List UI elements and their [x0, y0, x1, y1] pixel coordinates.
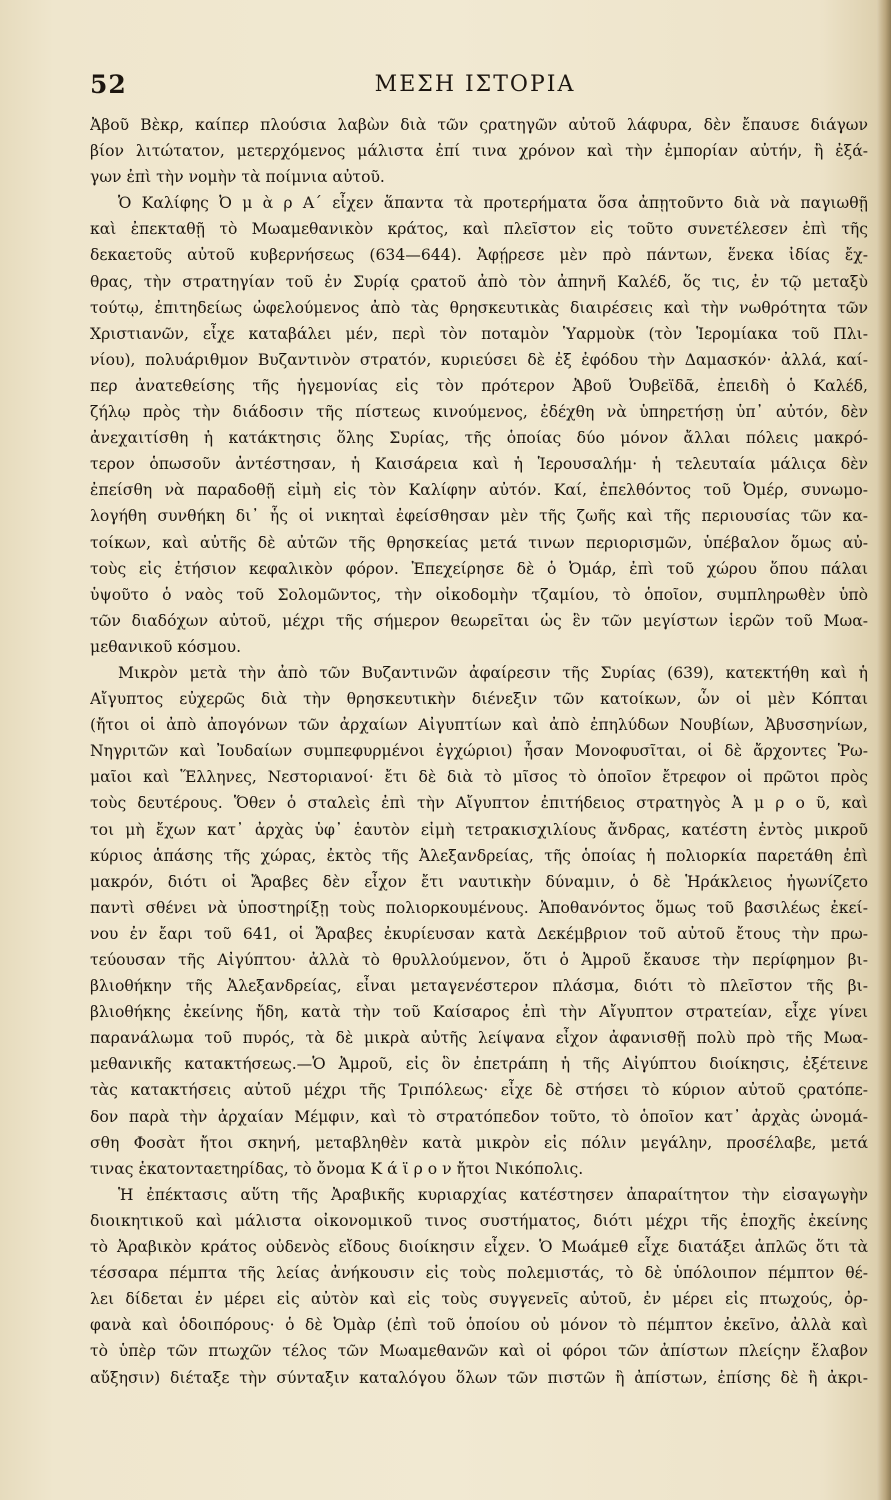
text-line: διοικητικοῦ καὶ μάλιστα οἰκονομικοῦ τινος συστήματος, διότι μέχρι τῆς ἐποχῆς ἐκείνης [90, 1211, 868, 1230]
text-line: ἐπείσθη νὰ παραδοθῇ εἰμὴ εἰς τὸν Καλίφην αὐτόν. Καί, ἐπελθόντος τοῦ Ὀμέρ, συνωμο- [90, 481, 868, 500]
body-text [90, 112, 868, 1391]
text-line: Χριστιανῶν, εἶχε καταβάλει μέν, περὶ τὸν ποταμὸν Ὑαρμοὺκ (τὸν Ἱερομίακα τοῦ Πλι- [90, 324, 868, 343]
text-line: Μικρὸν μετὰ τὴν ἀπὸ τῶν Βυζαντινῶν ἀφαίρεσιν τῆς Συρίας (639), κατεκτήθη καὶ ἡ [118, 663, 868, 682]
text-line: ἀνεχαιτίσθη ἡ κατάκτησις ὅλης Συρίας, τῆς ὁποίας δύο μόνον ἄλλαι πόλεις μακρό- [90, 429, 868, 448]
text-line: λογήθη συνθήκη δι᾿ ἧς οἱ νικηταὶ ἐφείσθησαν μὲν τῆς ζωῆς καὶ τῆς περιουσίας τῶν κα- [90, 507, 868, 526]
text-line: τοι μὴ ἔχων κατ᾿ ἀρχὰς ὑφ᾿ ἑαυτὸν εἰμὴ τετρακισχιλίους ἄνδρας, κατέστη ἐντὸς μικροῦ [90, 820, 868, 839]
text-line: τὸ ὑπὲρ τῶν πτωχῶν τέλος τῶν Μωαμεθανῶν καὶ οἱ φόροι τῶν ἀπίστων πλείςην ἔλαβον [90, 1342, 868, 1361]
text-line: τέσσαρα πέμπτα τῆς λείας ἀνήκουσιν εἰς τοὺς πολεμιστάς, τὸ δὲ ὑπόλοιπον πέμπτον θέ- [90, 1264, 868, 1283]
text-line: μακρόν, διότι οἱ Ἄραβες δὲν εἶχον ἔτι ναυτικὴν δύναμιν, ὁ δὲ Ἡράκλειος ἠγωνίζετο [90, 872, 868, 891]
text-line: Ἀβοῦ Βὲκρ, καίπερ πλούσια λαβὼν διὰ τῶν ςρατηγῶν αὐτοῦ λάφυρα, δὲν ἔπαυσε διάγων [90, 116, 868, 134]
text-line: Νηγριτῶν καὶ Ἰουδαίων συμπεφυρμένοι ἐγχώριοι) ἦσαν Μονοφυσῖται, οἱ δὲ ἄρχοντες Ῥω- [90, 742, 868, 761]
text-line: καὶ ἐπεκταθῇ τὸ Μωαμεθανικὸν κράτος, καὶ πλεῖστον εἰς τοῦτο συνετέλεσεν ἐπὶ τῆς [90, 220, 868, 239]
text-line: Αἴγυπτος εὐχερῶς διὰ τὴν θρησκευτικὴν διένεξιν τῶν κατοίκων, ὧν οἱ μὲν Κόπται [90, 690, 868, 709]
text-line: Ὁ Καλίφης Ὀ μ ὰ ρ Α΄ εἶχεν ἅπαντα τὰ προτερήματα ὅσα ἀπῃτοῦντο διὰ νὰ παγιωθῇ [118, 194, 868, 213]
text-line: αὔξησιν) διέταξε τὴν σύνταξιν καταλόγου ὅλων τῶν πιστῶν ἢ ἀπίστων, ἐπίσης δὲ ἢ ἀκρι- [90, 1368, 868, 1387]
text-line: δεκαετοῦς αὐτοῦ κυβερνήσεως (634—644). Ἀφῄρεσε μὲν πρὸ πάντων, ἕνεκα ἰδίας ἔχ- [90, 246, 868, 265]
text-line: παρανάλωμα τοῦ πυρός, τὰ δὲ μικρὰ αὐτῆς λείψανα εἶχον ἀφανισθῇ πολὺ πρὸ τῆς Μωα- [90, 1029, 868, 1048]
text-line: βλιοθήκης ἐκείνης ἤδη, κατὰ τὴν τοῦ Καίσαρος ἐπὶ τὴν Αἴγυπτον στρατείαν, εἶχε γίνει [90, 1003, 868, 1022]
text-line: βλιοθήκην τῆς Ἀλεξανδρείας, εἶναι μεταγενέστερον πλάσμα, διότι τὸ πλεῖστον τῆς βι- [90, 977, 868, 996]
text-line: τοίκων, καὶ αὐτῆς δὲ αὐτῶν τῆς θρησκείας μετά τινων περιορισμῶν, ὑπέβαλον ὅμως αὐ- [90, 533, 868, 552]
text-line: νου ἐν ἔαρι τοῦ 641, οἱ Ἄραβες ἐκυρίευσαν κατὰ Δεκέμβριον τοῦ αὐτοῦ ἔτους τὴν πρω- [90, 924, 868, 943]
text-line: (ἤτοι οἱ ἀπὸ ἀπογόνων τῶν ἀρχαίων Αἰγυπτίων καὶ ἀπὸ ἐπηλύδων Νουβίων, Ἀβυσσηνίων, [90, 716, 868, 735]
page-header [90, 70, 860, 106]
text-line: τούτῳ, ἐπιτηδείως ὠφελούμενος ἀπὸ τὰς θρησκευτικὰς διαιρέσεις καὶ τὴν νωθρότητα τῶν [90, 298, 868, 317]
text-line: τεύουσαν τῆς Αἰγύπτου· ἀλλὰ τὸ θρυλλούμενον, ὅτι ὁ Ἀμροῦ ἔκαυσε τὴν περίφημον βι- [90, 951, 868, 969]
text-line: φανὰ καὶ ὁδοιπόρους· ὁ δὲ Ὀμὰρ (ἐπὶ τοῦ ὁποίου οὐ μόνον τὸ πέμπτον ἐκεῖνο, ἀλλὰ καὶ [90, 1316, 868, 1335]
text-line: παντὶ σθένει νὰ ὑποστηρίξῃ τοὺς πολιορκουμένους. Ἀποθανόντος ὅμως τοῦ βασιλέως ἐκεί- [90, 898, 868, 917]
text-line: δον παρὰ τὴν ἀρχαίαν Μέμφιν, καὶ τὸ στρατόπεδον τοῦτο, τὸ ὁποῖον κατ᾿ ἀρχὰς ὠνομά- [90, 1107, 868, 1126]
text-line: τοὺς εἰς ἐτήσιον κεφαλικὸν φόρον. Ἐπεχείρησε δὲ ὁ Ὀμάρ, ἐπὶ τοῦ χώρου ὅπου πάλαι [90, 559, 868, 578]
text-line: τῶν διαδόχων αὐτοῦ, μέχρι τῆς σήμερον θεωρεῖται ὡς ἓν τῶν μεγίστων ἱερῶν τοῦ Μωα- [90, 611, 868, 630]
text-line: μαῖοι καὶ Ἕλληνες, Νεστοριανοί· ἔτι δὲ διὰ τὸ μῖσος τὸ ὁποῖον ἔτρεφον οἱ πρῶτοι πρὸς [90, 768, 868, 787]
text-line: τὰς κατακτήσεις αὐτοῦ μέχρι τῆς Τριπόλεως· εἶχε δὲ στήσει τὸ κύριον αὐτοῦ ςρατόπε- [90, 1081, 868, 1100]
text-line: μεθανικοῦ κόσμου. [90, 637, 242, 656]
text-line: κύριος ἁπάσης τῆς χώρας, ἐκτὸς τῆς Ἀλεξανδρείας, τῆς ὁποίας ἡ πολιορκία παρετάθη ἐπὶ [90, 846, 868, 865]
text-line: γων ἐπὶ τὴν νομὴν τὰ ποίμνια αὐτοῦ. [90, 168, 385, 187]
text-line: λει δίδεται ἐν μέρει εἰς αὐτὸν καὶ εἰς τοὺς συγγενεῖς αὐτοῦ, ἐν μέρει εἰς πτωχούς, ὀρ- [90, 1290, 868, 1309]
text-line: ζήλῳ πρὸς τὴν διάδοσιν τῆς πίστεως κινούμενος, ἐδέχθη νὰ ὑπηρετήσῃ ὑπ᾿ αὐτόν, δὲν [90, 403, 868, 422]
text-line: τὸ Ἀραβικὸν κράτος οὐδενὸς εἴδους διοίκησιν εἶχεν. Ὁ Μωάμεθ εἶχε διατάξει ἁπλῶς ὅτι τὰ [90, 1238, 868, 1257]
text-line: τοὺς δευτέρους. Ὅθεν ὁ σταλεὶς ἐπὶ τὴν Αἴγυπτον ἐπιτήδειος στρατηγὸς Ἀ μ ρ ο ῦ, καὶ [90, 794, 868, 813]
text-line: βίον λιτώτατον, μετερχόμενος μάλιστα ἐπί τινα χρόνον καὶ τὴν ἐμπορίαν αὐτήν, ἢ ἐξά- [90, 142, 868, 161]
text-line: νίου), πολυάριθμον Βυζαντινὸν στρατόν, κυριεύσει δὲ ἐξ ἐφόδου τὴν Δαμασκόν· ἀλλά, καί- [90, 350, 868, 369]
text-line: τερον ὁπωσοῦν ἀντέστησαν, ἡ Καισάρεια καὶ ἡ Ἱερουσαλήμ· ἡ τελευταία μάλιςα δὲν [90, 455, 868, 474]
page-number: 52 [90, 70, 127, 99]
text-line: θρας, τὴν στρατηγίαν τοῦ ἐν Συρίᾳ ςρατοῦ ἀπὸ τὸν ἀπηνῆ Καλέδ, ὅς τις, ἐν τῷ μεταξὺ [90, 272, 868, 291]
text-line: ὑψοῦτο ὁ ναὸς τοῦ Σολομῶντος, τὴν οἰκοδομὴν τζαμίου, τὸ ὁποῖον, συμπληρωθὲν ὑπὸ [90, 585, 868, 604]
text-line: μεθανικῆς κατακτήσεως.—Ὁ Ἀμροῦ, εἰς ὃν ἐπετράπη ἡ τῆς Αἰγύπτου διοίκησις, ἐξέτεινε [90, 1055, 868, 1074]
text-line: Ἡ ἐπέκτασις αὕτη τῆς Ἀραβικῆς κυριαρχίας κατέστησεν ἀπαραίτητον τὴν εἰσαγωγὴν [118, 1185, 868, 1204]
page-edge-shadow [877, 0, 891, 1500]
text-line: περ ἀνατεθείσης τῆς ἡγεμονίας εἰς τὸν πρότερον Ἀβοῦ Ὀυβεϊδᾶ, ἐπειδὴ ὁ Καλέδ, [90, 376, 868, 395]
text-line: σθη Φοσὰτ ἤτοι σκηνή, μεταβληθὲν κατὰ μικρὸν εἰς πόλιν μεγάλην, προσέλαβε, μετά [90, 1133, 868, 1152]
running-title: ΜΕΣΗ ΙΣΤΟΡΙΑ [374, 72, 576, 97]
text-line: τινας ἑκατονταετηρίδας, τὸ ὄνομα Κ ά ϊ ρ ο ν ἤτοι Νικόπολις. [90, 1159, 584, 1178]
